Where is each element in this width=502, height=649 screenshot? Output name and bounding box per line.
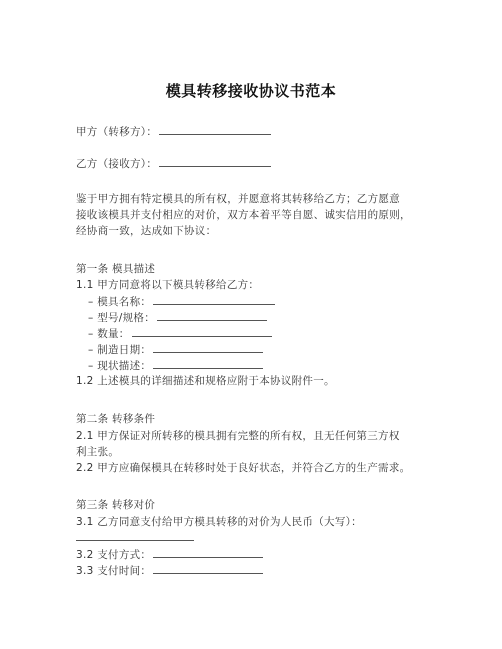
article3-clause1-blank-line xyxy=(76,530,194,545)
article3-heading: 第三条 转移对价 xyxy=(76,499,156,511)
article1-item-model-spec xyxy=(88,310,267,325)
document-title: 模具转移接收协议书范本 xyxy=(165,82,337,100)
party-b-line xyxy=(76,156,271,171)
price-blank xyxy=(76,530,194,541)
article2-clause1-line1: 2.1 甲方保证对所转移的模具拥有完整的所有权，且无任何第三方权 xyxy=(76,430,400,442)
article3-clause3-line xyxy=(76,563,263,578)
item-label: – 数量： xyxy=(88,328,130,340)
article3-clause2-line xyxy=(76,547,263,562)
article3-clause1: 3.1 乙方同意支付给甲方模具转移的对价为人民币（大写）： xyxy=(76,516,362,528)
preamble-line-3: 经协商一致，达成如下协议： xyxy=(76,225,217,237)
article1-item-mold-name xyxy=(88,294,275,309)
article1-intro: 1.1 甲方同意将以下模具转移给乙方： xyxy=(76,279,260,291)
article1-item-quantity xyxy=(88,326,272,341)
manufacture-date-blank xyxy=(153,342,263,353)
model-spec-blank xyxy=(157,310,267,321)
party-a-line xyxy=(76,124,271,139)
party-a-blank xyxy=(159,124,271,135)
party-b-blank xyxy=(159,156,271,167)
payment-method-label: 3.2 支付方式： xyxy=(76,549,152,561)
item-label: – 型号/规格： xyxy=(88,312,156,324)
article1-item-manufacture-date xyxy=(88,342,263,357)
condition-blank xyxy=(153,358,263,369)
item-label: – 制造日期： xyxy=(88,344,152,356)
mold-name-blank xyxy=(153,294,275,305)
article2-clause1-line2: 利主张。 xyxy=(76,446,120,458)
party-a-label: 甲方（转移方）： xyxy=(76,126,158,138)
party-b-label: 乙方（接收方）： xyxy=(76,158,158,170)
article2-heading: 第二条 转移条件 xyxy=(76,413,156,425)
article2-clause2: 2.2 甲方应确保模具在转移时处于良好状态，并符合乙方的生产需求。 xyxy=(76,462,411,474)
payment-time-label: 3.3 支付时间： xyxy=(76,565,152,577)
preamble-line-2: 接收该模具并支付相应的对价，双方本着平等自愿、诚实信用的原则， xyxy=(76,209,411,221)
preamble-line-1: 鉴于甲方拥有特定模具的所有权，并愿意将其转移给乙方；乙方愿意 xyxy=(76,193,400,205)
payment-time-blank xyxy=(153,563,263,574)
item-label: – 现状描述： xyxy=(88,360,152,372)
item-label: – 模具名称： xyxy=(88,296,152,308)
article1-clause2: 1.2 上述模具的详细描述和规格应附于本协议附件一。 xyxy=(76,375,335,387)
payment-method-blank xyxy=(153,547,263,558)
article1-heading: 第一条 模具描述 xyxy=(76,263,156,275)
quantity-blank xyxy=(132,326,272,337)
article1-item-condition xyxy=(88,358,263,373)
